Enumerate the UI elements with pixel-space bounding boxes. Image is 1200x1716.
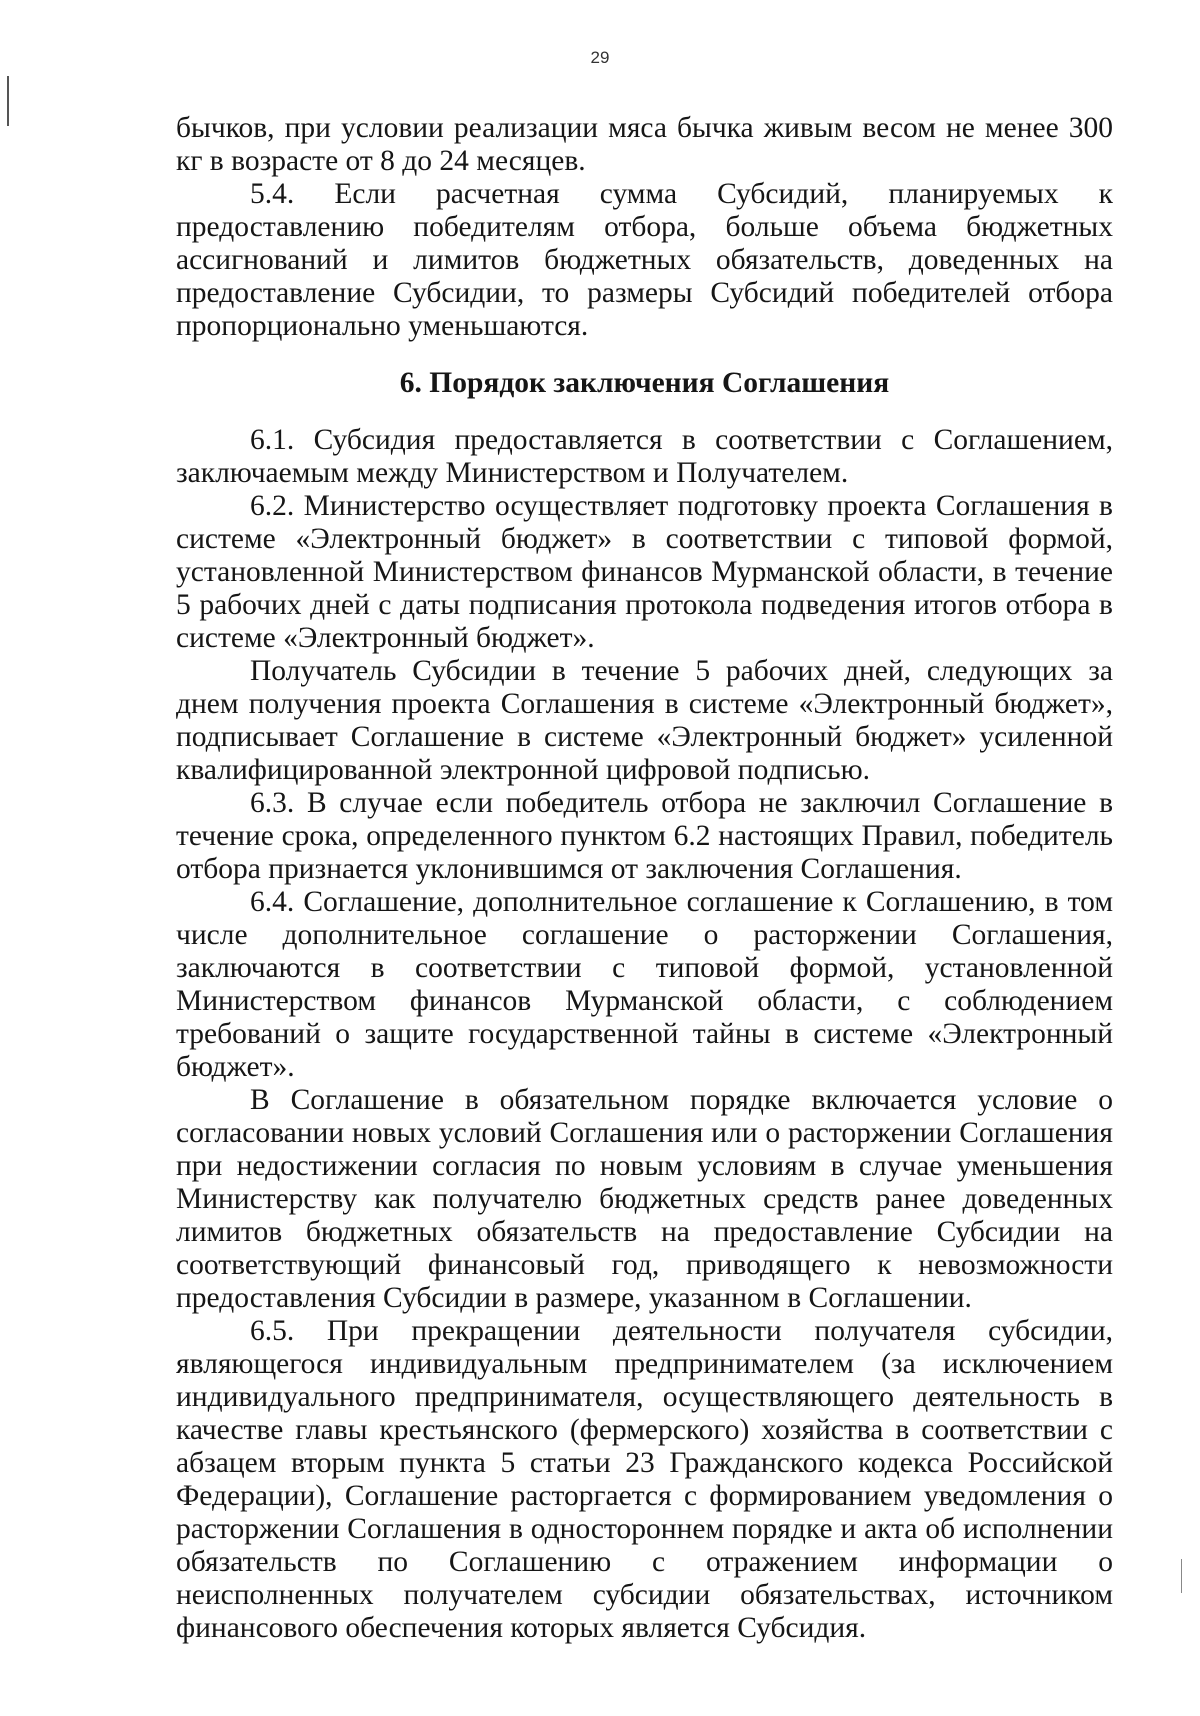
paragraph-6-4-agreement-terms: В Соглашение в обязательном порядке включается условие о согласовании новых условий Соглашения или о расторжении Соглашения при недостижении согласия по новым условиям в случае уменьшения Министерству как получателю бюджетных средств ранее доведенных лимитов бюджетных обязательств на предоставление Субсидии на соответствующий финансовый год, приводящего к невозможности предоставления Субсидии в размере, указанном в Соглашении. [176, 1084, 1113, 1314]
paragraph-6-3: 6.3. В случае если победитель отбора не заключил Соглашение в течение срока, определенного пунктом 6.2 настоящих Правил, победитель отбора признается уклонившимся от заключения Соглашения. [176, 787, 1113, 885]
paragraph-6-1: 6.1. Субсидия предоставляется в соответствии с Соглашением, заключаемым между Министерством и Получателем. [176, 424, 1113, 489]
paragraph-6-2: 6.2. Министерство осуществляет подготовку проекта Соглашения в системе «Электронный бюджет» в соответствии с типовой формой, установленной Министерством финансов Мурманской области, в течение 5 рабочих дней с даты подписания протокола подведения итогов отбора в системе «Электронный бюджет». [176, 490, 1113, 654]
section-heading: 6. Порядок заключения Соглашения [399, 367, 890, 399]
scan-margin-mark-left [7, 76, 9, 126]
page-number: 29 [590, 48, 610, 67]
paragraph-continuation: бычков, при условии реализации мяса бычка живым весом не менее 300 кг в возрасте от 8 до 24 месяцев. [176, 112, 1113, 177]
paragraph-6-5: 6.5. При прекращении деятельности получателя субсидии, являющегося индивидуальным предпринимателем (за исключением индивидуального предпринимателя, осуществляющего деятельность в качестве главы крестьянского (фермерского) хозяйства в соответствии с абзацем вторым пункта 5 статьи 23 Гражданского кодекса Российской Федерации), Соглашение расторгается с формированием уведомления о расторжении Соглашения в одностороннем порядке и акта об исполнении обязательств по Соглашению с отражением информации о неисполненных получателем субсидии обязательствах, источником финансового обеспечения которых является Субсидия. [176, 1315, 1113, 1644]
document-body [176, 112, 1113, 1645]
scan-margin-mark-right [1181, 1559, 1182, 1593]
paragraph-6-4: 6.4. Соглашение, дополнительное соглашение к Соглашению, в том числе дополнительное соглашение о расторжении Соглашения, заключаются в соответствии с типовой формой, установленной Министерством финансов Мурманской области, с соблюдением требований о защите государственной тайны в системе «Электронный бюджет». [176, 886, 1113, 1083]
paragraph-6-2-recipient: Получатель Субсидии в течение 5 рабочих дней, следующих за днем получения проекта Соглашения в системе «Электронный бюджет», подписывает Соглашение в системе «Электронный бюджет» усиленной квалифицированной электронной цифровой подписью. [176, 655, 1113, 786]
paragraph-5-4: 5.4. Если расчетная сумма Субсидий, планируемых к предоставлению победителям отбора, больше объема бюджетных ассигнований и лимитов бюджетных обязательств, доведенных на предоставление Субсидии, то размеры Субсидий победителей отбора пропорционально уменьшаются. [176, 178, 1113, 342]
